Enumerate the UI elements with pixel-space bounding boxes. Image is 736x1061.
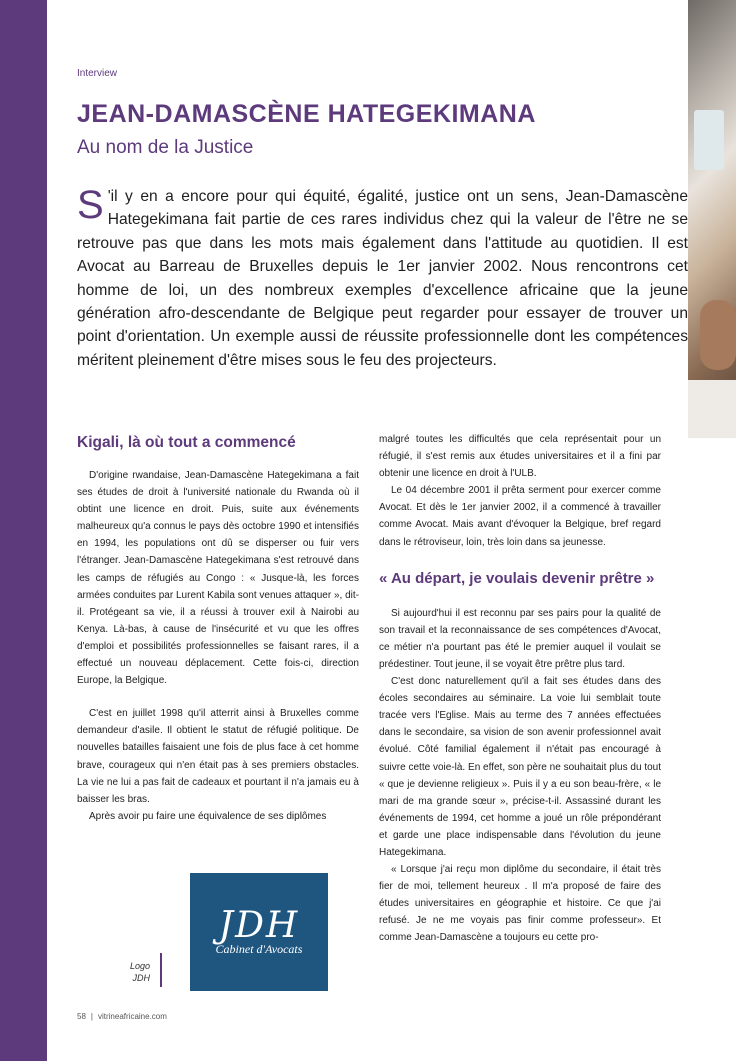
cropped-photo bbox=[688, 0, 736, 438]
drop-cap: S bbox=[77, 183, 104, 227]
body-paragraph: C'est en juillet 1998 qu'il atterrit ainsi à Bruxelles comme demandeur d'asile. Il obtient le statut de réfugié politique. De nouvelles batailles faisaient une fois de plus face à cet homme brave, courageux qui n'en était pas à ses premiers obstacles. La vie ne lui a pas fait de cadeaux et pourtant il n'a jamais eu à baisser les bras. bbox=[77, 708, 359, 805]
caption-divider bbox=[160, 953, 162, 987]
left-color-band bbox=[0, 0, 47, 1061]
intro-text: 'il y en a encore pour qui équité, égalité, justice ont un sens, Jean-Damascène Hategekimana fait partie de ces rares individus chez qui la valeur de l'être ne se retrouve pas que dans les mots mais également dans l'attitude au quotidien. Il est Avocat au Barreau de Bruxelles depuis le 1er janvier 2002. Nous rencontrons cet homme de loi, un des nombreux exemples d'excellence africaine que la jeune génération afro-descendante de Belgique peut regarder pour essayer de trouver un point d'orientation. Un exemple aussi de réussite professionnelle dont les compétences méritent pleinement d'être mises sous le feu des projecteurs. bbox=[77, 188, 688, 369]
body-paragraph: C'est donc naturellement qu'il a fait ses études dans des écoles secondaires au séminaire. La voie lui semblait toute tracée vers l'Eglise. Mais au terme des 7 années effectuées dans le secondaire, sa vision de son avenir professionnel avait évolué. Côté familial également il n'était pas encouragé à suivre cette voie-là. En effet, son père ne souhaitait plus du tout « que je devienne religieux ». Puis il y a eu son beau-frère, « le mari de ma grande sœur », précise-t-il. Assassiné durant les événements de 1994, cet homme a joué un rôle prépondérant et garde une place indispensable dans l'évolution du jeune Hategekimana. bbox=[379, 676, 661, 858]
column-left bbox=[77, 433, 359, 825]
footer-separator: | bbox=[90, 1012, 93, 1021]
caption-line: JDH bbox=[132, 973, 150, 983]
body-paragraph: malgré toutes les difficultés que cela représentait pour un réfugié, il s'est remis aux études universitaires et il a fini par obtenir une licence en droit à l'ULB. bbox=[379, 434, 661, 480]
body-paragraph: Si aujourd'hui il est reconnu par ses pairs pour la qualité de son travail et la reconnaissance de ses compétences d'Avocat, ce métier n'a pourtant pas été le premier auquel il voulait se prédestiner. Tout jeune, il se voyait être prêtre plus tard. bbox=[379, 607, 661, 670]
section-kicker: Interview bbox=[77, 68, 118, 79]
section-heading-pretre: « Au départ, je voulais devenir prêtre » bbox=[379, 569, 655, 587]
article-title: JEAN-DAMASCÈNE HATEGEKIMANA bbox=[77, 100, 536, 128]
photo-hand-shape bbox=[700, 300, 736, 370]
body-paragraph: Le 04 décembre 2001 il prêta serment pour exercer comme Avocat. Et dès le 1er janvier 2002, il a commencé à travailler comme Avocat. Mais avant d'évoquer la Belgique, bref regard dans le rétroviseur, loin, très loin dans sa jeunesse. bbox=[379, 485, 661, 548]
page-number: 58 bbox=[77, 1012, 86, 1021]
body-paragraph: Après avoir pu faire une équivalence de ses diplômes bbox=[89, 810, 327, 822]
jdh-logo bbox=[190, 873, 328, 991]
section-heading-kigali: Kigali, là où tout a commencé bbox=[77, 434, 296, 451]
page-footer bbox=[77, 1012, 167, 1021]
logo-subtitle: Cabinet d'Avocats bbox=[215, 941, 303, 956]
column-right bbox=[379, 431, 661, 947]
intro-paragraph bbox=[77, 185, 688, 372]
article-subtitle: Au nom de la Justice bbox=[77, 137, 254, 158]
body-paragraph: « Lorsque j'ai reçu mon diplôme du secondaire, il était très fier de moi, tellement heureux . Il m'a proposé de faire des études universitaires en géographie et histoire. Ce que j'ai refusé. Je ne me voyais pas finir comme professeur». Et comme Jean-Damascène a toujours eu cette pro- bbox=[379, 864, 661, 944]
logo-caption bbox=[110, 960, 150, 984]
logo-mark: JDH bbox=[218, 904, 300, 946]
body-paragraph: D'origine rwandaise, Jean-Damascène Hategekimana a fait ses études de droit à l'université nationale du Rwanda où il obtint une licence en droit. Puis, suite aux événements malheureux qu'a connus le pays dès octobre 1990 et intensifiés en 1994, les populations ont dû se disperser ou fuir vers l'étranger. Jean-Damascène Hategekimana s'est retrouvé dans les camps de réfugiés au Congo : « Jusque-là, les forces armées conduites par Lurent Kabila sont venues attaquer », dit-il. Protégeant sa vie, il a réussi à trouver exil à Nairobi au Kenya. Là-bas, à cause de l'insécurité et vu que les offres d'emploi et possibilités professionnelles se faisant rares, il a effectué un nouveau déplacement. Cette fois-ci, direction Europe, la Belgique. bbox=[77, 470, 359, 687]
photo-screen-shape bbox=[694, 110, 724, 170]
photo-paper-shape bbox=[688, 380, 736, 438]
footer-site: vitrineafricaine.com bbox=[97, 1012, 167, 1021]
caption-line: Logo bbox=[129, 961, 150, 971]
